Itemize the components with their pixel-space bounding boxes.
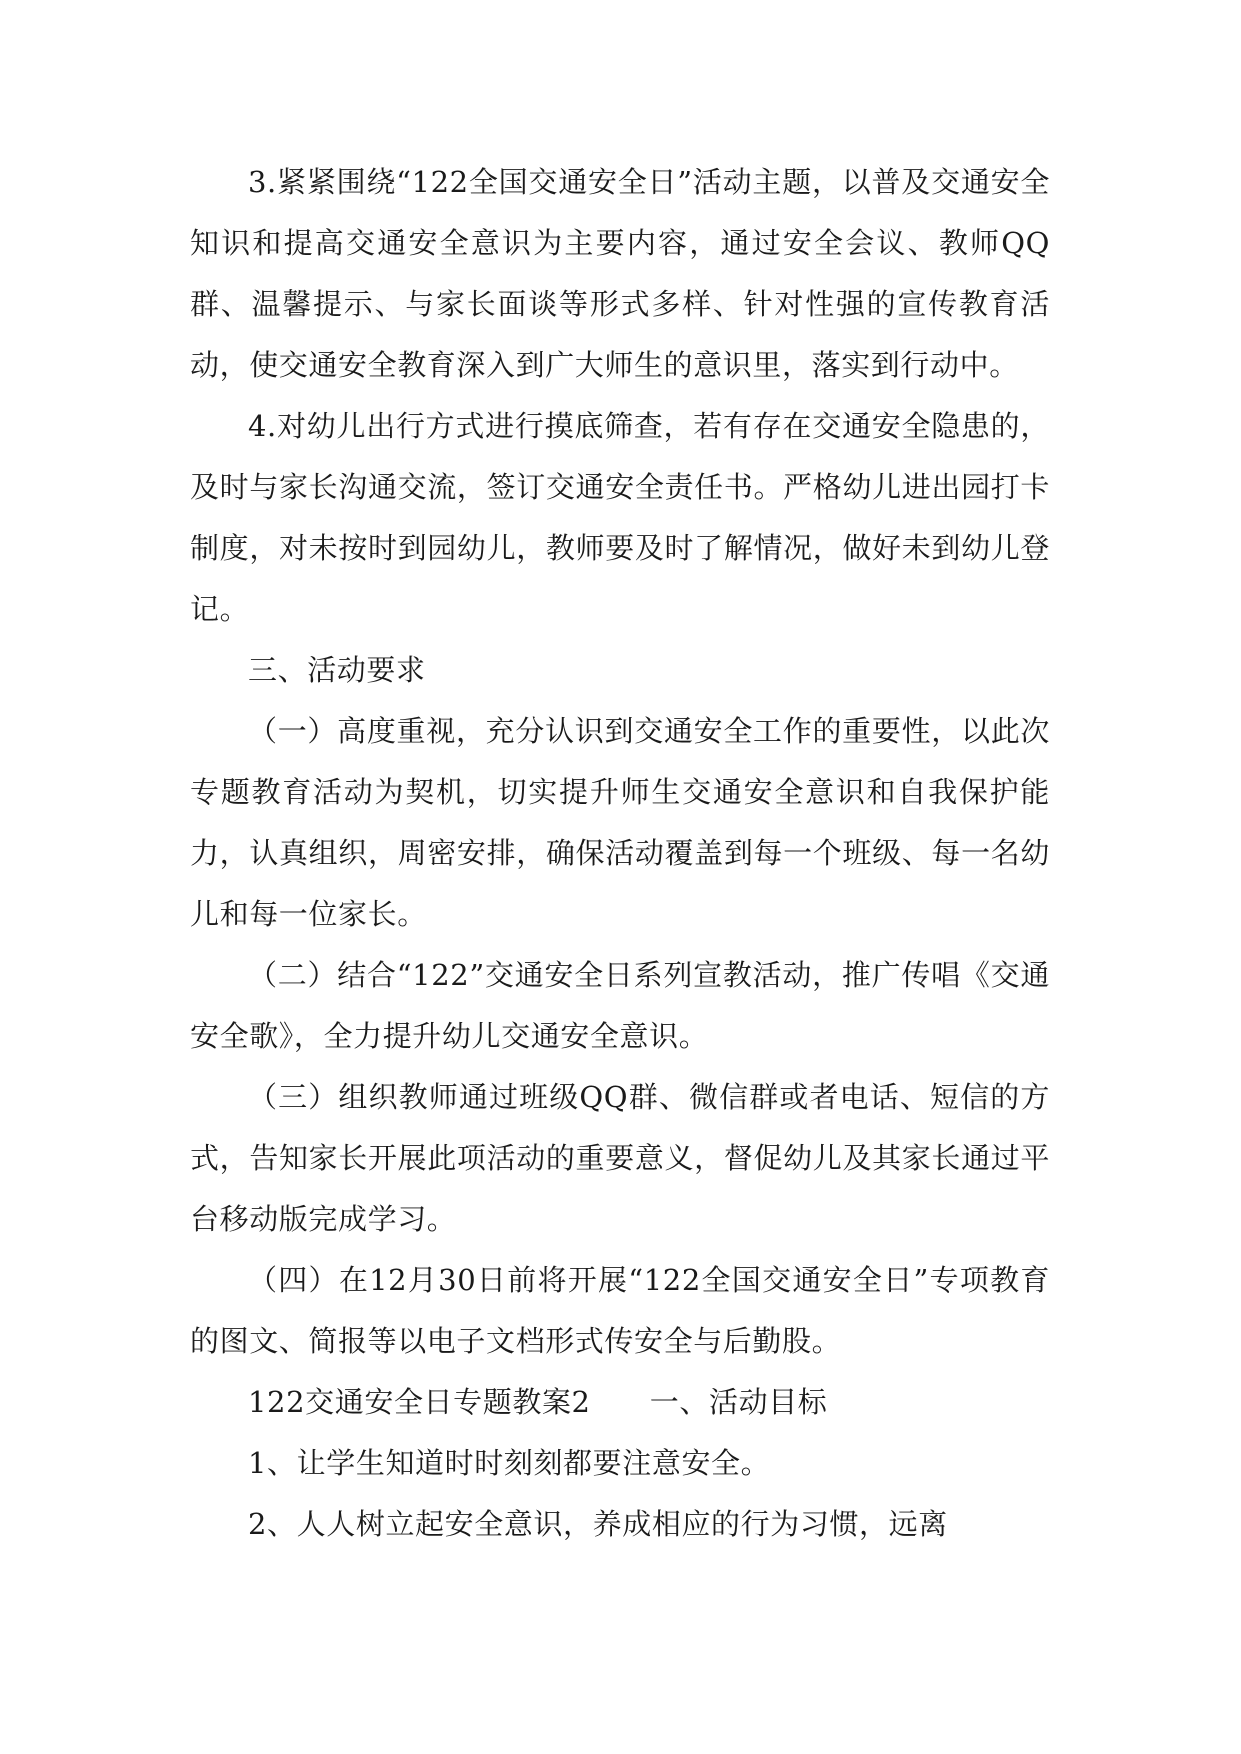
objective-2: 2、人人树立起安全意识，养成相应的行为习惯，远离 (248, 1507, 948, 1541)
paragraph-item-3: 3.紧紧围绕“122全国交通安全日”活动主题，以普及交通安全知识和提高交通安全意识为主要内容，通过安全会议、教师QQ群、温馨提示、与家长面谈等形式多样、针对性强的宣传教育活动，使交通安全教育深入到广大师生的意识里，落实到行动中。 (190, 165, 1050, 382)
requirement-2: （二）结合“122”交通安全日系列宣教活动，推广传唱《交通安全歌》，全力提升幼儿交通安全意识。 (190, 958, 1050, 1053)
requirement-3: （三）组织教师通过班级QQ群、微信群或者电话、短信的方式，告知家长开展此项活动的重要意义，督促幼儿及其家长通过平台移动版完成学习。 (190, 1080, 1050, 1236)
paragraph-item-4: 4.对幼儿出行方式进行摸底筛查，若有存在交通安全隐患的，及时与家长沟通交流，签订交通安全责任书。严格幼儿进出园打卡制度，对未按时到园幼儿，教师要及时了解情况，做好未到幼儿登记。 (190, 409, 1050, 626)
objective-1: 1、让学生知道时时刻刻都要注意安全。 (248, 1446, 771, 1480)
section-heading-requirements: 三、活动要求 (248, 653, 426, 687)
requirement-1: （一）高度重视，充分认识到交通安全工作的重要性，以此次专题教育活动为契机，切实提升师生交通安全意识和自我保护能力，认真组织，周密安排，确保活动覆盖到每一个班级、每一名幼儿和每一位家长。 (190, 714, 1050, 931)
lesson-plan-heading: 122交通安全日专题教案2 一、活动目标 (248, 1385, 828, 1419)
document-body (190, 152, 1050, 1555)
requirement-4: （四）在12月30日前将开展“122全国交通安全日”专项教育的图文、简报等以电子文档形式传安全与后勤股。 (190, 1263, 1050, 1358)
